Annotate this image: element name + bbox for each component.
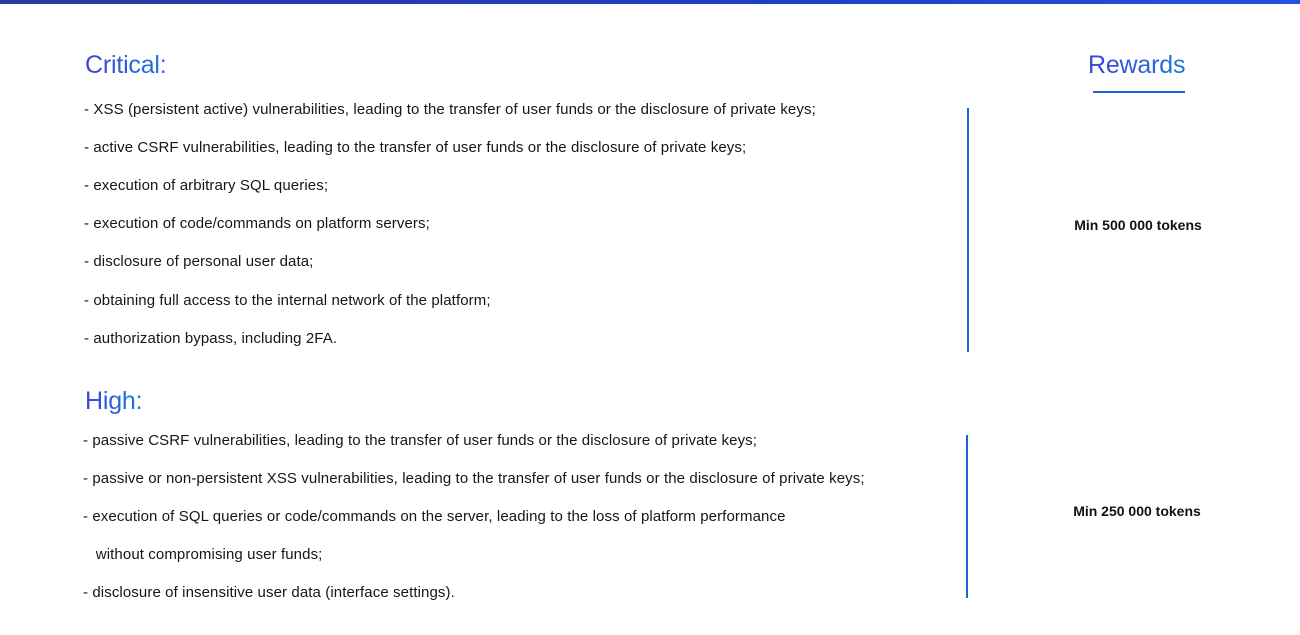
- critical-reward: Min 500 000 tokens: [1074, 217, 1202, 233]
- high-heading: High:: [85, 387, 143, 415]
- high-divider: [966, 435, 968, 598]
- high-item: - execution of SQL queries or code/commands on the server, leading to the loss of platform performance: [83, 508, 786, 525]
- high-item: - passive or non-persistent XSS vulnerabilities, leading to the transfer of user funds or the disclosure of private keys;: [83, 470, 865, 487]
- high-item: - disclosure of insensitive user data (interface settings).: [83, 584, 455, 601]
- critical-item: - active CSRF vulnerabilities, leading to the transfer of user funds or the disclosure of private keys;: [84, 139, 747, 156]
- critical-item: - execution of arbitrary SQL queries;: [84, 177, 329, 194]
- critical-item: - authorization bypass, including 2FA.: [84, 330, 338, 347]
- rewards-underline: [1093, 91, 1185, 93]
- critical-item: - disclosure of personal user data;: [84, 253, 314, 270]
- critical-item: - execution of code/commands on platform servers;: [84, 215, 430, 232]
- high-item: - passive CSRF vulnerabilities, leading to the transfer of user funds or the disclosure of private keys;: [83, 432, 758, 449]
- critical-heading: Critical:: [85, 51, 167, 79]
- high-item-continuation: without compromising user funds;: [83, 546, 323, 563]
- critical-divider: [967, 108, 969, 352]
- critical-item: - obtaining full access to the internal network of the platform;: [84, 292, 491, 309]
- top-accent-bar: [0, 0, 1300, 4]
- high-reward: Min 250 000 tokens: [1073, 503, 1201, 519]
- critical-item: - XSS (persistent active) vulnerabilities, leading to the transfer of user funds or the disclosure of private keys;: [84, 101, 816, 118]
- rewards-heading: Rewards: [1088, 51, 1186, 79]
